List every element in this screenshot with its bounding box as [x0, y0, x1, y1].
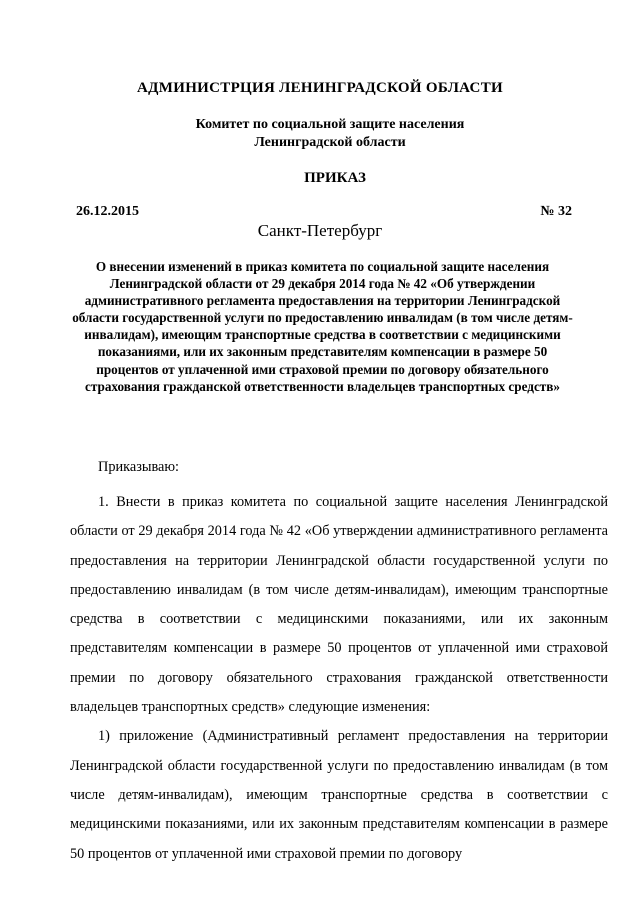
committee-line-2: Ленинградской области: [254, 135, 406, 150]
committee-name: [165, 116, 495, 152]
order-subject: О внесении изменений в приказ комитета по социальной защите населения Ленинградской области от 29 декабря 2014 года № 42 «Об утверждении административного регламента предоставления на территории Ленинградской области государственной услуги по предоставлению инвалидам (в том числе детям-инвалидам), имеющим транспортные средства в соответствии с медицинскими показаниями, или их законным представителям компенсации в размере 50 процентов от уплаченной ими страховой премии по договору обязательного страхования гражданской ответственности владельцев транспортных средств»: [72, 259, 573, 394]
order-date: 26.12.2015: [76, 204, 139, 219]
order-title: ПРИКАЗ: [304, 170, 366, 186]
order-paragraph-2: 1) приложение (Административный регламент предоставления на территории Ленинградской области государственной услуги по предоставлению инвалидам (в том числе детям-инвалидам), имеющим транспортные средства в соответствии с медицинскими показаниями, или их законным представителям компенсации в размере 50 процентов от уплаченной ими страховой премии по договору: [70, 728, 608, 862]
order-number: № 32: [540, 204, 572, 219]
order-city: Санкт-Петербург: [257, 221, 383, 240]
order-lead: Приказываю:: [98, 459, 180, 475]
order-body: [70, 457, 608, 869]
committee-line-1: Комитет по социальной защите населения: [195, 117, 465, 132]
order-paragraph-1: 1. Внести в приказ комитета по социальной защите населения Ленинградской области от 29 декабря 2014 года № 42 «Об утверждении административного регламента предоставления на территории Ленинградской области государственной услуги по предоставлению инвалидам (в том числе детям-инвалидам), имеющим транспортные средства в соответствии с медицинскими показаниями, или их законным представителям компенсации в размере 50 процентов от уплаченной ими страховой премии по договору обязательного страхования гражданской ответственности владельцев транспортных средств» следующие изменения:: [70, 494, 608, 716]
organization-header: АДМИНИСТРЦИЯ ЛЕНИНГРАДСКОЙ ОБЛАСТИ: [137, 80, 503, 96]
